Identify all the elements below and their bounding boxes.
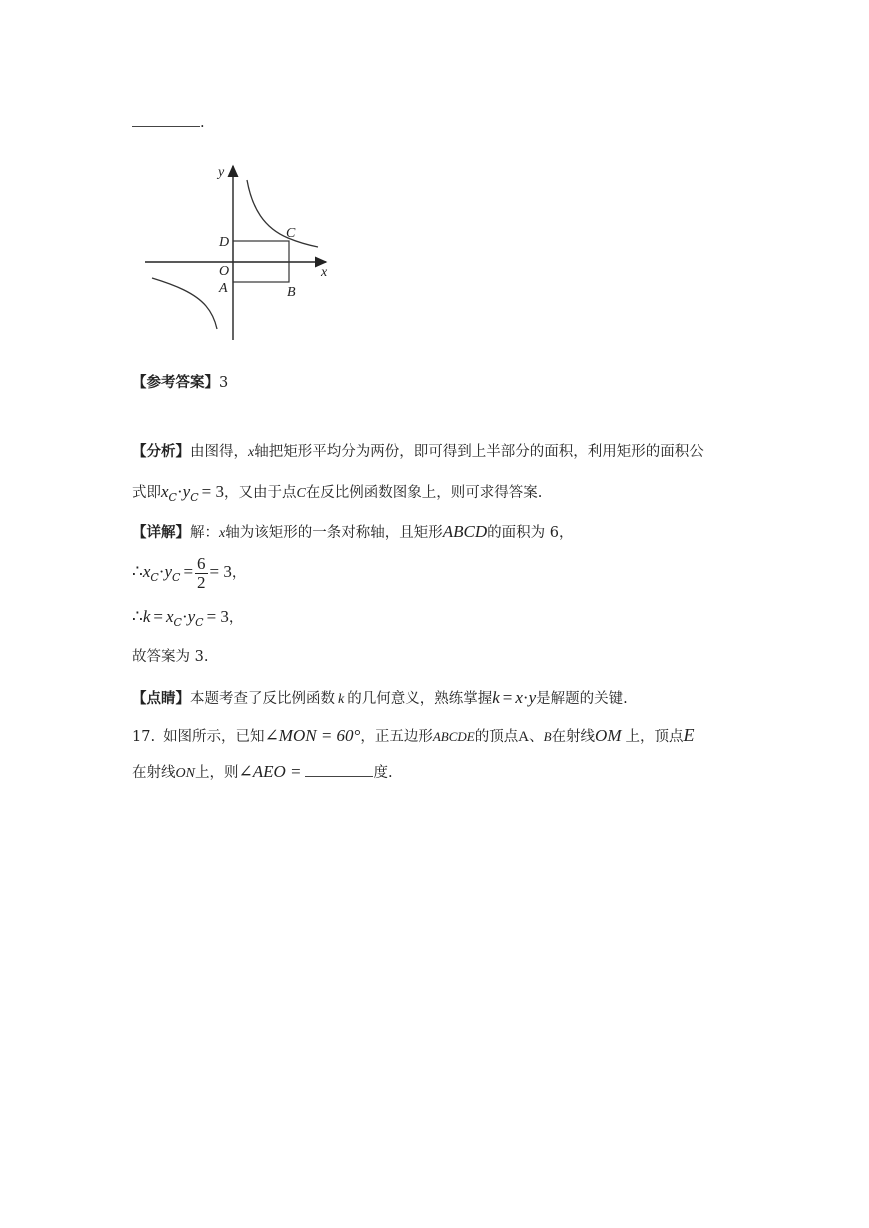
math-pentagon: ABCDE [432, 729, 475, 744]
label-x: x [321, 265, 328, 280]
answer-tag: 【参考答案】 [132, 374, 219, 391]
math-eq: = [183, 562, 194, 581]
answer-value: 3 [219, 375, 229, 391]
question-17-line-1 [132, 725, 695, 747]
analysis-line-2 [132, 482, 542, 508]
label-c: C [286, 226, 296, 241]
label-y: y [218, 165, 225, 180]
detail-text: ， [231, 565, 247, 581]
math-abcd: ABCD [442, 522, 488, 541]
math-x: x [165, 607, 174, 626]
question-text: 上，顶点 [625, 729, 684, 745]
math-sub: C [173, 616, 182, 629]
question-17-line-2 [132, 762, 393, 784]
math-y: y [182, 482, 191, 501]
math-y: y [187, 607, 196, 626]
detail-text: 解： [190, 525, 219, 541]
question-text: 的顶点 [474, 729, 519, 745]
math-sub: C [172, 571, 181, 584]
therefore-symbol: ∴ [132, 562, 143, 581]
comment-line [132, 688, 628, 710]
math-result: = 3 [209, 562, 232, 581]
question-text: 在射线 [132, 765, 176, 781]
math-angle-mon: ∠MON = 60° [264, 726, 361, 745]
analysis-text: 式即 [132, 485, 161, 501]
math-x: x [161, 482, 169, 501]
detail-tag: 【详解】 [132, 524, 190, 541]
comment-text: 是解题的关键. [536, 691, 628, 707]
math-dot: · [158, 562, 165, 581]
math-eq: = 3 [201, 482, 224, 501]
vertex-a: A [518, 729, 530, 745]
label-b: B [287, 285, 296, 300]
question-text: 如图所示，已知 [163, 729, 265, 745]
analysis-text: 由图得， [190, 444, 248, 460]
fraction [195, 555, 208, 592]
question-text: 度. [373, 765, 393, 781]
math-dot: · [522, 688, 529, 707]
math-k: k [338, 692, 345, 707]
ray-om: OM [595, 726, 622, 745]
math-x: x [515, 688, 523, 707]
math-x: x [248, 445, 255, 460]
math-angle-aeo: ∠AEO = [238, 762, 302, 781]
math-y: y [528, 688, 537, 707]
answer-blank [305, 762, 373, 777]
ray-on: ON [175, 766, 195, 781]
math-x: x [142, 562, 151, 581]
math-k: k [142, 607, 151, 626]
analysis-text: 轴把矩形平均分为两份，即可得到上半部分的面积，利用矩形的面积公 [254, 444, 704, 460]
vertex-e: E [683, 725, 695, 745]
analysis-tag: 【分析】 [132, 443, 190, 460]
previous-question-tail [132, 112, 205, 133]
comment-text: 的几何意义，熟练掌握 [347, 691, 493, 707]
analysis-text: 在反比例函数图象上，则可求得答案. [305, 485, 543, 501]
detail-text: ， [228, 610, 244, 626]
math-eq: = [502, 688, 513, 707]
math-sub: C [195, 616, 204, 629]
vertex-b: B [543, 729, 552, 744]
analysis-text: ，又由于点 [223, 485, 297, 501]
reference-answer [132, 373, 228, 393]
math-sub: C [150, 571, 159, 584]
comment-tag: 【点睛】 [132, 690, 190, 707]
math-sub: C [168, 491, 177, 504]
detail-text: 的面积为 6， [487, 525, 574, 541]
math-x: x [219, 526, 226, 541]
detail-line-2 [132, 552, 246, 598]
detail-line-3 [132, 607, 243, 633]
math-k: k [492, 688, 500, 707]
detail-text: 轴为该矩形的一条对称轴，且矩形 [225, 525, 443, 541]
math-sub: C [190, 491, 199, 504]
math-dot: · [181, 607, 188, 626]
question-text: ，正五边形 [360, 729, 433, 745]
label-d: D [219, 235, 230, 250]
math-dot: · [176, 482, 183, 501]
question-number: 17. [132, 729, 156, 745]
question-text: 上，则 [194, 765, 239, 781]
fraction-denominator: 2 [197, 572, 206, 592]
analysis-line-1 [132, 442, 704, 463]
hyperbola-branch-3 [152, 278, 217, 329]
math-result: = 3 [206, 607, 229, 626]
detail-line-1 [132, 522, 573, 544]
fraction-numerator: 6 [197, 553, 206, 573]
detail-text: 故答案为 3. [132, 649, 209, 665]
label-o: O [219, 264, 230, 279]
question-text: 在射线 [551, 729, 596, 745]
question-text: 、 [529, 729, 544, 745]
detail-line-4 [132, 647, 208, 667]
therefore-symbol: ∴ [132, 607, 143, 626]
comment-text: 本题考查了反比例函数 [190, 691, 335, 707]
answer-blank [132, 112, 200, 127]
math-eq: = [153, 607, 163, 626]
hyperbola-figure [140, 158, 340, 348]
label-a: A [219, 281, 228, 296]
math-y: y [164, 562, 173, 581]
point-c: C [296, 486, 306, 501]
hyperbola-branch-1 [247, 180, 318, 247]
period: . [200, 115, 205, 131]
